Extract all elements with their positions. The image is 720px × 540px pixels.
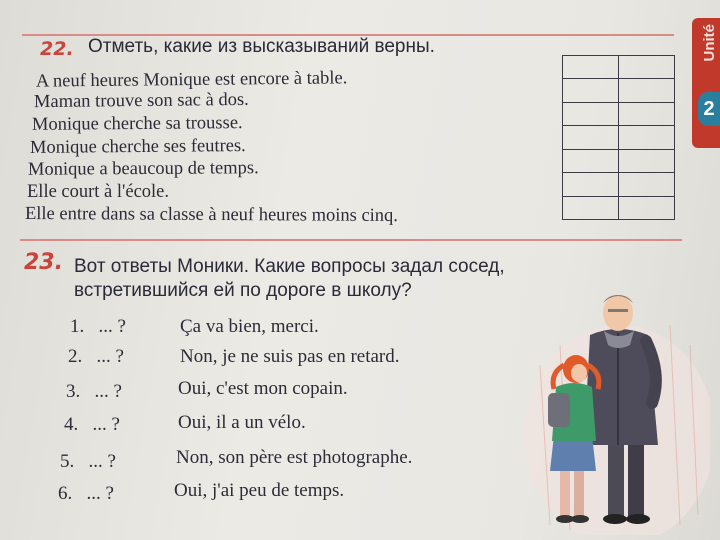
unit-side-tab-number: 2	[698, 92, 720, 126]
grid-cell	[618, 149, 675, 173]
divider-middle	[20, 239, 682, 241]
item-6-answer: Oui, j'ai peu de temps.	[174, 480, 345, 501]
grid-cell	[618, 78, 675, 102]
grid-cell	[562, 149, 619, 173]
item-2-number: 2. ... ?	[68, 346, 124, 367]
item-6-number: 6. ... ?	[58, 483, 114, 504]
statement-3: Monique cherche sa trousse.	[31, 113, 243, 135]
grid-cell	[618, 172, 675, 196]
grid-cell	[562, 172, 619, 196]
item-5-answer: Non, son père est photographe.	[176, 447, 413, 468]
grid-cell	[562, 125, 619, 149]
grid-cell	[618, 196, 675, 220]
statement-1: A neuf heures Monique est encore à table.	[35, 68, 348, 92]
item-2-answer: Non, je ne suis pas en retard.	[180, 346, 400, 367]
unit-side-tab-label: Unité	[701, 24, 718, 62]
exercise-23-instruction-line2: встретившийся ей по дороге в школу?	[74, 280, 412, 301]
item-1-answer: Ça va bien, merci.	[180, 316, 319, 337]
grid-cell	[618, 125, 675, 149]
neighbor-and-girl-illustration	[520, 285, 710, 535]
true-false-grid	[562, 55, 674, 219]
grid-cell	[562, 55, 619, 79]
exercise-23-number: 23.	[24, 250, 63, 275]
grid-cell	[562, 78, 619, 102]
item-1-number: 1. ... ?	[70, 316, 126, 337]
exercise-22-instruction: Отметь, какие из высказываний верны.	[88, 36, 435, 57]
item-3-number: 3. ... ?	[66, 381, 122, 402]
item-4-answer: Oui, il a un vélo.	[178, 412, 306, 433]
statement-6: Elle court à l'école.	[27, 182, 170, 202]
item-3-answer: Oui, c'est mon copain.	[178, 378, 348, 399]
grid-cell	[562, 196, 619, 220]
exercise-22-number: 22.	[40, 38, 74, 60]
statement-4: Monique cherche ses feutres.	[29, 136, 246, 158]
item-4-number: 4. ... ?	[64, 414, 120, 435]
grid-cell	[562, 102, 619, 126]
grid-cell	[618, 55, 675, 79]
statement-2: Maman trouve son sac à dos.	[33, 89, 249, 113]
statement-7: Elle entre dans sa classe à neuf heures moins cinq.	[24, 204, 399, 226]
exercise-23-instruction-line1: Вот ответы Моники. Какие вопросы задал сосед,	[74, 256, 505, 277]
statement-5: Monique a beaucoup de temps.	[27, 158, 259, 180]
grid-cell	[618, 102, 675, 126]
item-5-number: 5. ... ?	[60, 451, 116, 472]
